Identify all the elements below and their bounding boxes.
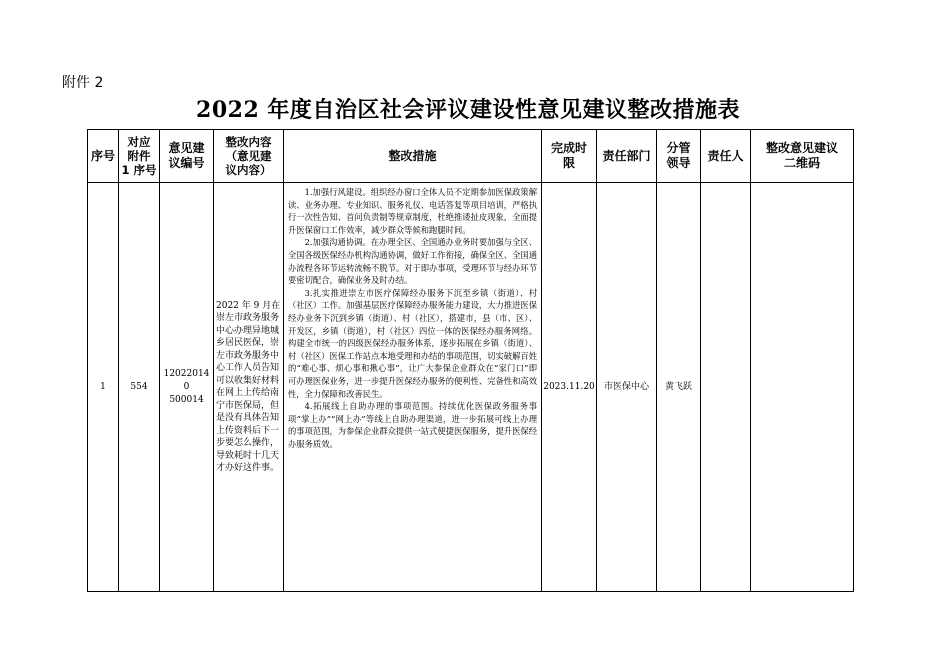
- header-qrcode: 整改意见建议 二维码: [751, 130, 854, 183]
- cell-dept: 市医保中心: [597, 183, 657, 592]
- measure-item: 1.加强行风建设。组织经办窗口全体人员不定期参加医保政策解读、业务办理、专业知识、服务礼仪、电话答复等项目培训，严格执行一次性告知、首问负责制等规章制度，杜绝推诿扯皮现象，全面提升医保窗口工作效率，减少群众等候和跑腿时间。: [288, 187, 537, 235]
- header-measures: 整改措施: [284, 130, 542, 183]
- cell-code: 120220140 500014: [160, 183, 214, 592]
- header-person: 责任人: [701, 130, 751, 183]
- cell-deadline: 2023.11.20: [542, 183, 597, 592]
- cell-seq: 1: [88, 183, 119, 592]
- header-row: [88, 130, 854, 183]
- page-title: 2022 年度自治区社会评议建设性意见建议整改措施表: [196, 97, 740, 123]
- measure-item: 3.扎实推进崇左市医疗保障经办服务下沉至乡镇（街道）、村（社区）工作。加强基层医疗保障经办服务能力建设，大力推进医保经办业务下沉到乡镇（街道）、村（社区），搭建市，县（市、区）、开发区，乡镇（街道），村（社区）四位一体的医保经办服务网络。构建全市统一的四级医保经办服务体系，逐步拓展在乡镇（街道）、村（社区）医保工作站点本地受理和办结的事项范围，切实破解百姓的“难心事、烦心事和揪心事”，让广大参保企业群众在“家门口”即可办理医保业务，进一步提升医保经办服务的便利性、完备性和高效性，全力保障和改善民生。: [288, 287, 537, 399]
- cell-person: [701, 183, 751, 592]
- attachment-label: 附件 2: [62, 75, 104, 91]
- table-row: [88, 183, 854, 592]
- cell-attach-seq: 554: [119, 183, 160, 592]
- header-dept: 责任部门: [597, 130, 657, 183]
- measure-item: 2.加强沟通协调。在办理全区、全国通办业务时要加强与全区、全国各级医保经办机构沟通协调，做好工作衔接，确保全区、全国通办流程各环节运转流畅不脱节。对于即办事项，受理环节与经办环节要密切配合，确保业务及时办结。: [288, 237, 537, 286]
- cell-qrcode: [751, 183, 854, 592]
- cell-leader: 黄飞跃: [657, 183, 701, 592]
- header-code: 意见建 议编号: [160, 130, 214, 183]
- cell-measures: [284, 183, 542, 592]
- header-leader: 分管 领导: [657, 130, 701, 183]
- header-content: 整改内容 （意见建 议内容）: [214, 130, 284, 183]
- header-deadline: 完成时 限: [542, 130, 597, 183]
- header-seq: 序号: [88, 130, 119, 183]
- rectification-table: [87, 129, 854, 592]
- cell-content: 2022 年 9 月在崇左市政务服务中心办理异地城乡居民医保，崇左市政务服务中心工作人员告知可以收集好材料在网上上传给南宁市医保局，但是没有具体告知上传资料后下一步要怎么操作，导致耗时十几天才办好这件事。: [214, 183, 284, 592]
- measure-item: 4.拓展线上自助办理的事项范围。持续优化医保政务服务事项“掌上办”“网上办”等线上自助办理渠道，进一步拓展可线上办理的事项范围，为参保企业群众提供一站式便捷医保服务，提升医保经办服务质效。: [288, 401, 537, 449]
- header-attach-seq: 对应 附件 1 序号: [119, 130, 160, 183]
